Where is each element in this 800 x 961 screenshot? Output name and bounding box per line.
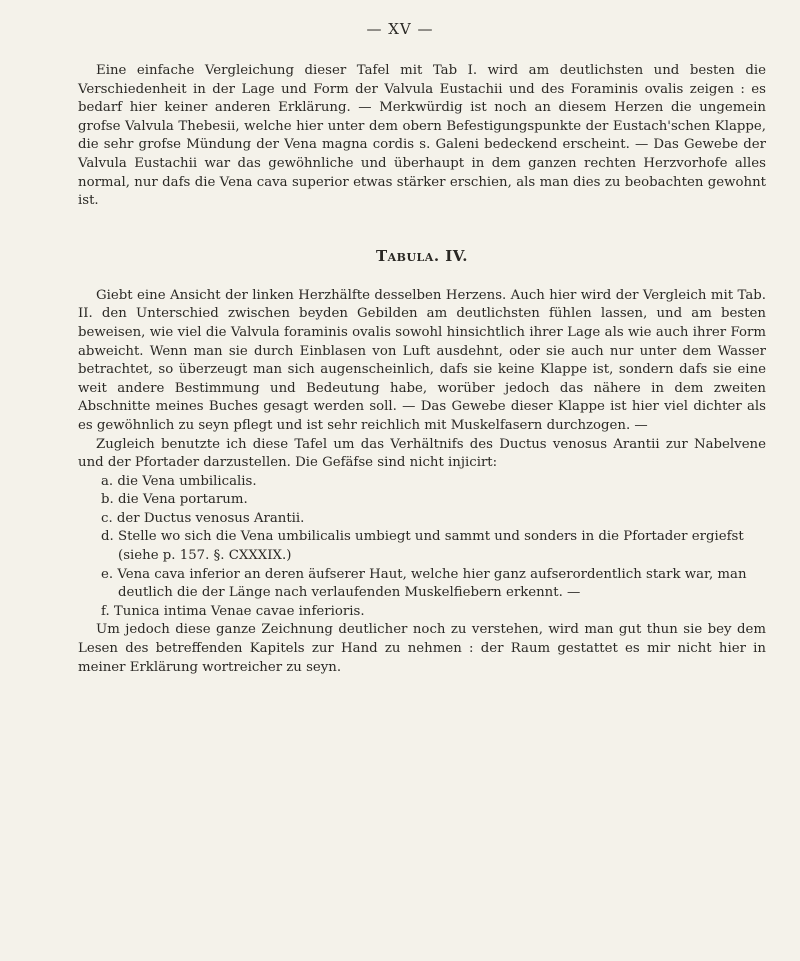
list-item: e. Vena cava inferior an deren äufserer Haut, welche hier ganz aufserordentlich stark war, man deutlich die der Länge nach verlaufenden Muskelfiebern erkennt. — <box>101 566 747 601</box>
list-item: b. die Vena portarum. <box>101 492 248 508</box>
list-item: f. Tunica intima Venae cavae inferioris. <box>101 603 365 619</box>
paragraph-1: Eine einfache Vergleichung dieser Tafel mit Tab I. wird am deutlichsten und besten die Verschiedenheit in der Lage und Form der Valvula Eustachii und des Foraminis ovalis zeigen : es bedarf hier keiner anderen Erklärung. — Merkwürdig ist noch an diesem Herzen die ungemein grofse Valvula Thebesii, welche hier unter dem obern Befestigungspunkte der Eustach'schen Klappe, die sehr grofse Mündung der Vena magna cordis s. Galeni bedeckend erscheint. — Das Gewebe der Valvula Eustachii war das gewöhnliche und überhaupt in dem ganzen rechten Herzvorhofe alles normal, nur dafs die Vena cava superior etwas stärker erschien, als man dies zu beobachten gewohnt ist. <box>78 63 766 209</box>
paragraph-2: Giebt eine Ansicht der linken Herzhälfte desselben Herzens. Auch hier wird der Vergleich mit Tab. II. den Unterschied zwischen beyden Gebilden am deutlichsten fühlen lassen, und am besten beweisen, wie viel die Valvula foraminis ovalis sowohl hinsichtlich ihrer Lage als wie auch ihrer Form abweicht. Wenn man sie durch Einblasen von Luft ausdehnt, oder sie auch nur unter dem Wasser betrachtet, so überzeugt man sich augenscheinlich, dafs sie keine Klappe ist, sondern dafs sie eine weit andere Bestimmung und Bedeutung habe, worüber jedoch das nähere in dem zweiten Abschnitte meines Buches gesagt werden soll. — Das Gewebe dieser Klappe ist hier viel dichter als es gewöhnlich zu seyn pflegt und ist sehr reichlich mit Muskelfasern durchzogen. — <box>78 287 766 433</box>
list-item: a. die Vena umbilicalis. <box>101 473 257 489</box>
paragraph-3: Zugleich benutzte ich diese Tafel um das Verhältnifs des Ductus venosus Arantii zur Nabelvene und der Pfortader darzustellen. Die Gefäfse sind nicht injicirt: <box>78 436 766 471</box>
list-item: d. Stelle wo sich die Vena umbilicalis umbiegt und sammt und sonders in die Pfortader ergiefst (siehe p. 157. §. CXXXIX.) <box>101 529 744 564</box>
section-heading: Tabula. IV. <box>375 246 469 265</box>
paragraph-4: Um jedoch diese ganze Zeichnung deutlicher noch zu verstehen, wird man gut thun sie bey dem Lesen des betreffenden Kapitels zur Hand zu nehmen : der Raum gestattet es mir nicht hier in meiner Erklärung wortreicher zu seyn. <box>78 622 766 675</box>
list-item: c. der Ductus venosus Arantii. <box>101 510 305 526</box>
page-number: — XV — <box>366 20 434 38</box>
legend-list <box>78 473 766 622</box>
